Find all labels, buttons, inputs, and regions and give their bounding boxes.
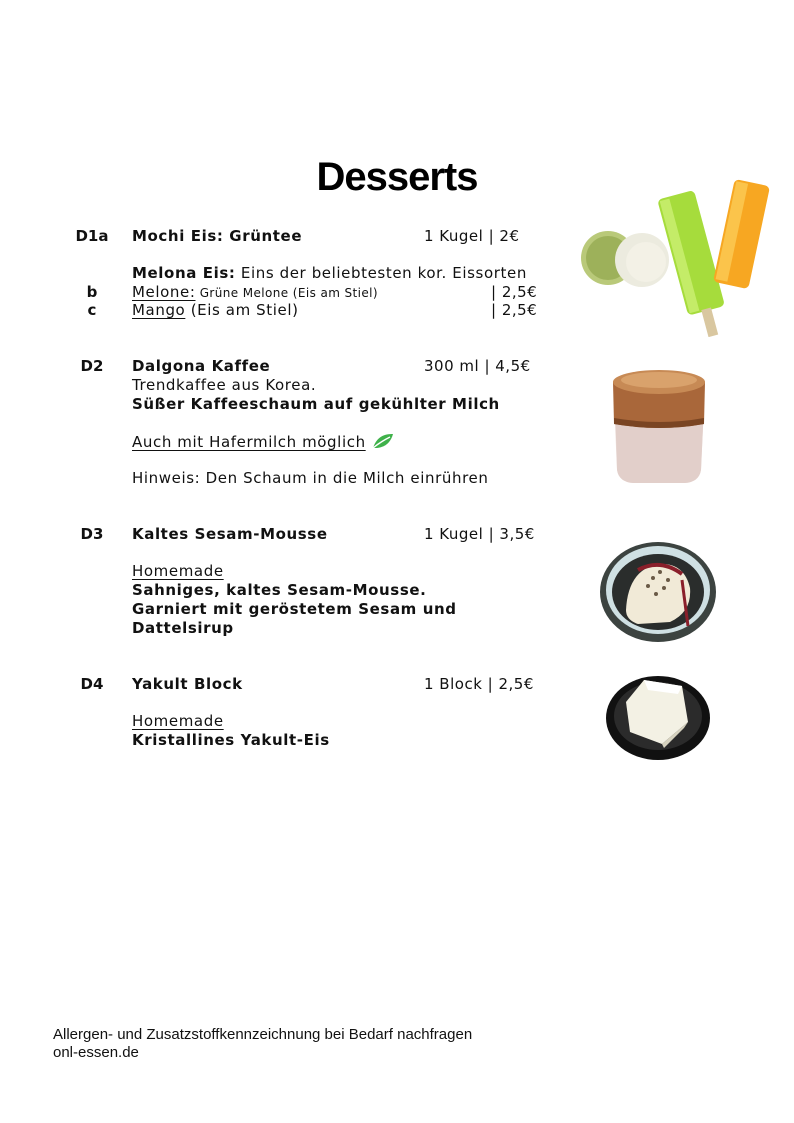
melona-c-line — [132, 301, 299, 319]
melona-heading-line — [132, 264, 527, 282]
d2-oat-option: Auch mit Hafermilch möglich — [132, 433, 366, 451]
item-code-d3: D3 — [80, 525, 104, 543]
item-price-d1a: 1 Kugel | 2€ — [424, 227, 520, 245]
d2-desc-line1: Trendkaffee aus Korea. — [132, 376, 317, 394]
melona-c-flavor: Mango — [132, 301, 186, 319]
item-code-d4: D4 — [80, 675, 104, 693]
footer-allergen-note: Allergen- und Zusatzstoffkennzeichnung bei Bedarf nachfragen — [53, 1026, 473, 1043]
item-code-c: c — [87, 301, 97, 319]
item-price-d4: 1 Block | 2,5€ — [424, 675, 534, 693]
melona-description: Eins der beliebtesten kor. Eissorten — [235, 264, 527, 282]
dalgona-coffee-image — [605, 360, 715, 488]
page-title: Desserts — [316, 155, 478, 199]
sesame-mousse-image — [598, 540, 718, 644]
item-code-d1a: D1a — [75, 227, 109, 245]
melona-c-note: (Eis am Stiel) — [185, 301, 299, 319]
d3-desc-line2: Garniert mit geröstetem Sesam und — [132, 600, 457, 618]
mochi-melona-image — [574, 172, 774, 337]
melona-b-line — [132, 283, 378, 301]
item-name-d3: Kaltes Sesam-Mousse — [132, 525, 328, 543]
item-name-d2: Dalgona Kaffee — [132, 357, 271, 375]
melona-b-flavor: Melone: — [132, 283, 196, 301]
melona-b-note: Grüne Melone (Eis am Stiel) — [195, 286, 378, 300]
yakult-block-image — [604, 672, 712, 762]
melona-heading: Melona Eis: — [132, 264, 236, 282]
leaf-icon — [371, 432, 395, 450]
item-code-b: b — [86, 283, 98, 301]
melona-b-price: | 2,5€ — [491, 283, 538, 301]
d4-desc-line1: Kristallines Yakult-Eis — [132, 731, 330, 749]
d2-desc-line2: Süßer Kaffeeschaum auf gekühlter Milch — [132, 395, 500, 413]
d3-desc-line3: Dattelsirup — [132, 619, 234, 637]
d2-oat-line — [132, 432, 395, 451]
melona-c-price: | 2,5€ — [491, 301, 538, 319]
d2-hint: Hinweis: Den Schaum in die Milch einrühren — [132, 469, 489, 487]
footer-website: onl-essen.de — [53, 1044, 139, 1061]
item-name-d1a: Mochi Eis: Grüntee — [132, 227, 303, 245]
item-code-d2: D2 — [80, 357, 104, 375]
d3-homemade: Homemade — [132, 562, 224, 580]
item-price-d3: 1 Kugel | 3,5€ — [424, 525, 535, 543]
d4-homemade: Homemade — [132, 712, 224, 730]
item-name-d4: Yakult Block — [132, 675, 243, 693]
d3-desc-line1: Sahniges, kaltes Sesam-Mousse. — [132, 581, 427, 599]
item-price-d2: 300 ml | 4,5€ — [424, 357, 531, 375]
